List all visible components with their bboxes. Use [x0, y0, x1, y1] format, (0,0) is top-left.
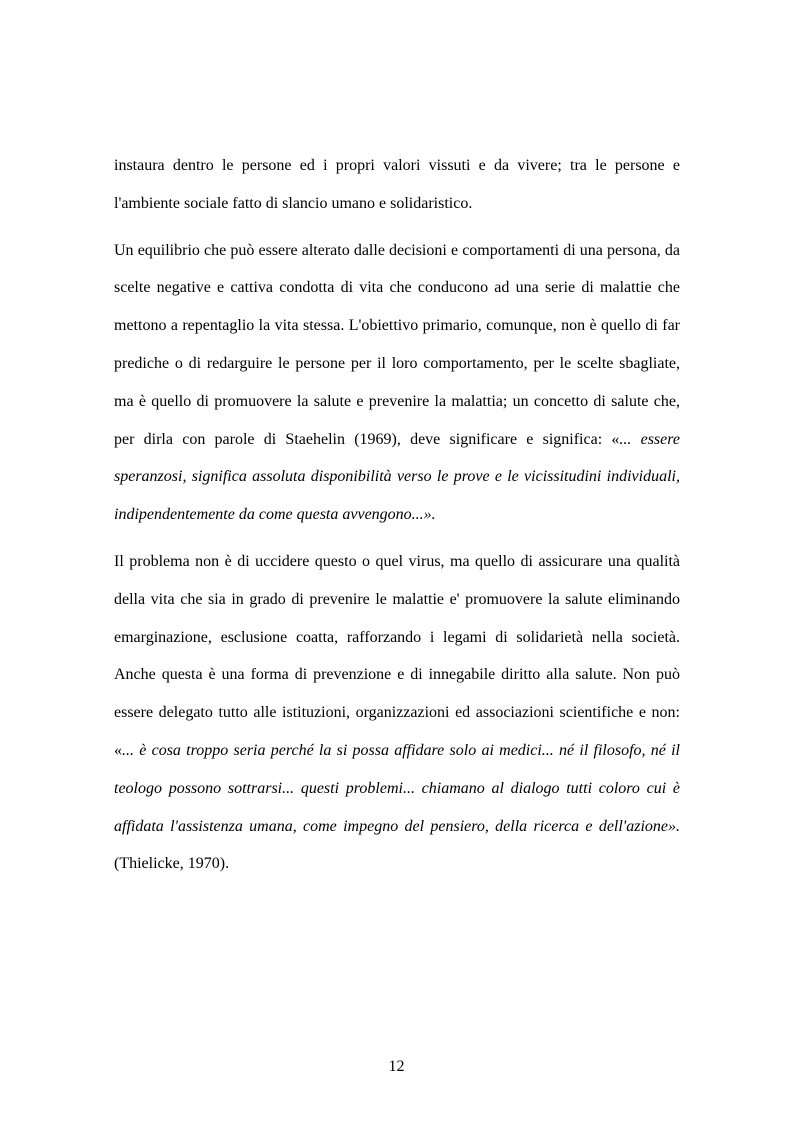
thielicke-quote: ... è cosa troppo seria perché la si possa affidare solo ai medici... né il filosofo, né il teologo possono sottrarsi... questi problemi... chiamano al dialogo tutti coloro cui è affidata l'assistenza umana, come impegno del pensiero, della ricerca e dell'azione».	[114, 741, 680, 835]
paragraph-2	[114, 232, 680, 534]
paragraph-2-text: Un equilibrio che può essere alterato dalle decisioni e comportamenti di una persona, da scelte negative e cattiva condotta di vita che conducono ad una serie di malattie che mettono a repentaglio la vita stessa. L'obiettivo primario, comunque, non è quello di far prediche o di redarguire le persone per il loro comportamento, per le scelte sbagliate, ma è quello di promuovere la salute e prevenire la malattia; un concetto di salute che, per dirla con parole di Staehelin (1969), deve significare e significa: «	[114, 241, 680, 448]
paragraph-3	[114, 543, 680, 883]
paragraph-3-text: Il problema non è di uccidere questo o quel virus, ma quello di assicurare una qualità della vita che sia in grado di prevenire le malattie e' promuovere la salute eliminando emarginazione, esclusione coatta, rafforzando i legami di solidarietà nella società. Anche questa è una forma di prevenzione e di innegabile diritto alla salute. Non può essere delegato tutto alle istituzioni, organizzazioni ed associazioni scientifiche e non: «	[114, 552, 680, 759]
paragraph-1-text: instaura dentro le persone ed i propri valori vissuti e da vivere; tra le persone e l'ambiente sociale fatto di slancio umano e solidaristico.	[114, 157, 680, 212]
body-text	[114, 147, 680, 883]
paragraph-1	[114, 147, 680, 223]
citation: (Thielicke, 1970).	[114, 855, 230, 873]
staehelin-quote: ... essere speranzosi, significa assoluta disponibilità verso le prove e le vicissitudini individuali, indipendentemente da come questa avvengono...».	[114, 430, 680, 524]
page-number: 12	[388, 1058, 405, 1075]
